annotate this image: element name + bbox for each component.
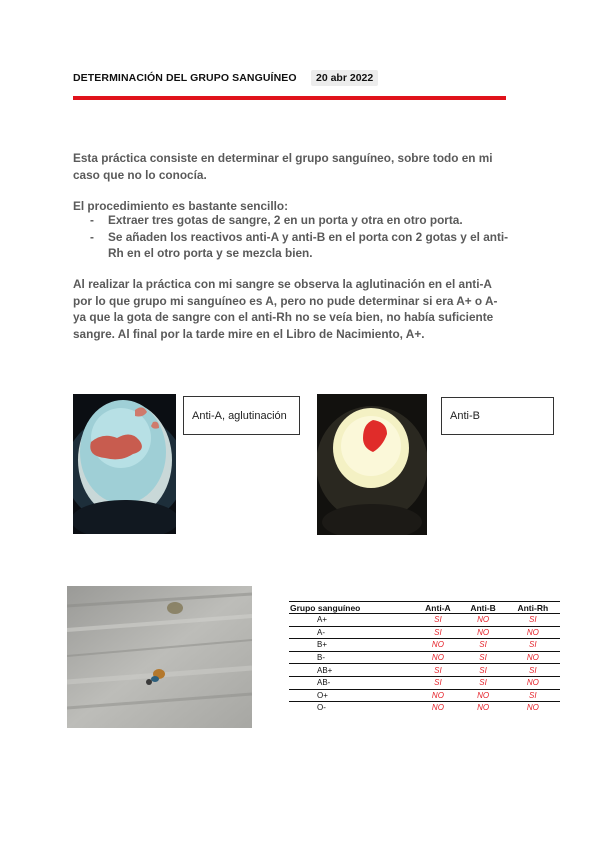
anti-b-caption-text: Anti-B <box>450 410 480 422</box>
group-cell: B+ <box>289 639 415 652</box>
result-cell: SI <box>461 676 506 689</box>
result-cell: NO <box>461 614 506 627</box>
result-paragraph: Al realizar la práctica con mi sangre se observa la aglutinación en el anti-A por lo que grupo mi sanguíneo es A, pero no pude determinar si era A+ o A- ya que la gota de sangre con el anti-Rh no se veía bien, no había suficiente sangre. Al final por la tarde mire en el Libro de Nacimiento, A+. <box>73 277 498 341</box>
intro-paragraph: Esta práctica consiste en determinar el grupo sanguíneo, sobre todo en mi caso que no lo conocía. <box>73 151 493 182</box>
group-cell: AB+ <box>289 664 415 677</box>
result-cell: SI <box>415 676 460 689</box>
anti-a-caption <box>183 396 300 435</box>
table-row <box>289 639 560 652</box>
group-cell: O- <box>317 703 326 713</box>
result-cell: NO <box>415 651 460 664</box>
table-row <box>289 651 560 664</box>
result-cell: NO <box>431 703 444 713</box>
anti-a-caption-text: Anti-A, aglutinación <box>192 409 287 422</box>
column-header: Anti-B <box>461 602 506 614</box>
document-title: DETERMINACIÓN DEL GRUPO SANGUÍNEO <box>73 72 297 84</box>
result-cell: SI <box>415 614 460 627</box>
procedure-heading: El procedimiento es bastante sencillo: <box>73 199 289 213</box>
date-badge: 20 abr 2022 <box>311 70 378 86</box>
column-header: Grupo sanguíneo <box>289 602 415 614</box>
result-cell: NO <box>415 639 460 652</box>
result-cell: NO <box>506 651 560 664</box>
column-header: Anti-Rh <box>506 602 560 614</box>
table-row <box>289 664 560 677</box>
group-cell: A+ <box>289 614 415 627</box>
group-cell: O+ <box>289 689 415 702</box>
result-cell: SI <box>506 639 560 652</box>
result-cell: NO <box>526 703 539 713</box>
result-cell: NO <box>461 626 506 639</box>
result-cell: SI <box>506 689 560 702</box>
result-cell: NO <box>477 703 490 713</box>
list-item-text: Se añaden los reactivos anti-A y anti-B en el porta con 2 gotas y el anti-Rh en el otro porta y se mezcla bien. <box>108 229 509 260</box>
title-underline <box>73 96 506 100</box>
table-header-row <box>289 602 560 614</box>
list-item: - Extraer tres gotas de sangre, 2 en un porta y otra en otro porta. <box>90 213 463 227</box>
result-cell: SI <box>461 639 506 652</box>
anti-a-photo <box>73 394 176 534</box>
anti-b-caption <box>441 397 554 435</box>
result-cell: SI <box>461 664 506 677</box>
table-row <box>289 626 560 639</box>
result-cell: SI <box>461 651 506 664</box>
group-cell: AB- <box>289 676 415 689</box>
result-cell: NO <box>415 689 460 702</box>
result-cell: SI <box>506 664 560 677</box>
table-row <box>289 689 560 702</box>
anti-b-photo <box>317 394 427 535</box>
column-header: Anti-A <box>415 602 460 614</box>
list-item: - Se añaden los reactivos anti-A y anti-B en el porta con 2 gotas y el anti-Rh en el otro porta y se mezcla bien. <box>90 229 509 260</box>
blood-slide-photo <box>67 586 252 728</box>
table-row <box>289 702 560 714</box>
list-item-text: Extraer tres gotas de sangre, 2 en un porta y otra en otro porta. <box>108 213 463 227</box>
group-cell: A- <box>289 626 415 639</box>
result-cell: SI <box>506 614 560 627</box>
procedure-list <box>73 212 513 262</box>
blood-group-table <box>289 601 560 714</box>
result-cell: SI <box>415 626 460 639</box>
group-cell: B- <box>289 651 415 664</box>
table-row <box>289 614 560 627</box>
result-cell: NO <box>506 626 560 639</box>
result-cell: NO <box>506 676 560 689</box>
result-cell: SI <box>415 664 460 677</box>
result-cell: NO <box>461 689 506 702</box>
table-row <box>289 676 560 689</box>
